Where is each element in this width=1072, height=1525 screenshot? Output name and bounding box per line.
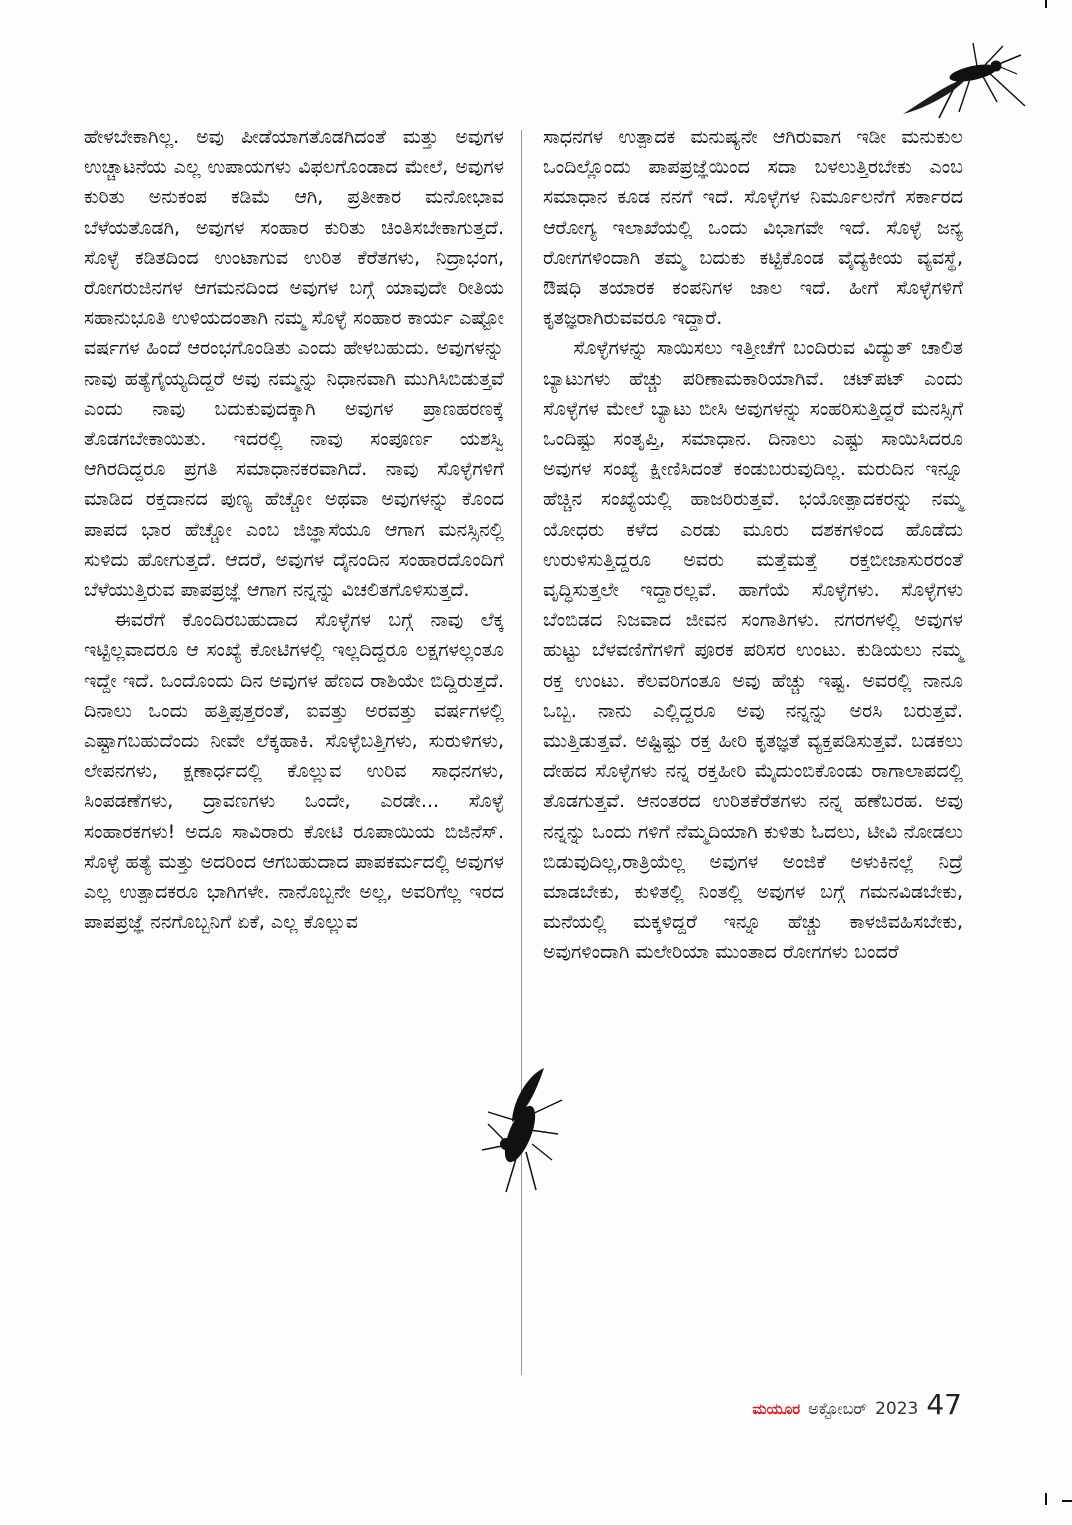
crop-mark (1045, 1493, 1047, 1505)
crop-mark (1062, 1500, 1072, 1502)
magazine-name: ಮಯೂರ (752, 1400, 801, 1418)
page-number: 47 (926, 1388, 962, 1421)
mosquito-icon (474, 1060, 584, 1195)
article-column-right (543, 122, 963, 968)
issue-month: ಅಕ್ಟೋಬರ್ (808, 1399, 868, 1418)
paragraph: ಸಾಧನಗಳ ಉತ್ಪಾದಕ ಮನುಷ್ಯನೇ ಆಗಿರುವಾಗ ಇಡೀ ಮನುಕುಲ ಒಂದಿಲ್ಲೊಂದು ಪಾಪಪ್ರಜ್ಞೆಯಿಂದ ಸದಾ ಬಳಲುತ್ತಿರಬೇಕು ಎಂಬ ಸಮಾಧಾನ ಕೂಡ ನನಗೆ ಇದೆ. ಸೊಳ್ಳೆಗಳ ನಿರ್ಮೂಲನೆಗೆ ಸರ್ಕಾರದ ಆರೋಗ್ಯ ಇಲಾಖೆಯಲ್ಲಿ ಒಂದು ವಿಭಾಗವೇ ಇದೆ. ಸೊಳ್ಳೆ ಜನ್ಯ ರೋಗಗಳಿಂದಾಗಿ ತಮ್ಮ ಬದುಕು ಕಟ್ಟಿಕೊಂಡ ವೈದ್ಯಕೀಯ ವ್ಯವಸ್ಥೆ, ಔಷಧಿ ತಯಾರಕ ಕಂಪನಿಗಳ ಜಾಲ ಇದೆ. ಹೀಗೆ ಸೊಳ್ಳೆಗಳಿಗೆ ಕೃತಜ್ಞರಾಗಿರುವವರೂ ಇದ್ದಾರೆ. (543, 126, 963, 330)
paragraph: ಈವರೆಗೆ ಕೊಂದಿರಬಹುದಾದ ಸೊಳ್ಳೆಗಳ ಬಗ್ಗೆ ನಾವು ಲೆಕ್ಕ ಇಟ್ಟಿಲ್ಲವಾದರೂ ಆ ಸಂಖ್ಯೆ ಕೋಟಿಗಳಲ್ಲಿ ಇಲ್ಲದಿದ್ದರೂ ಲಕ್ಷಗಳಲ್ಲಂತೂ ಇದ್ದೇ ಇದೆ. ಒಂದೊಂದು ದಿನ ಅವುಗಳ ಹೆಣದ ರಾಶಿಯೇ ಬಿದ್ದಿರುತ್ತದೆ. ದಿನಾಲು ಒಂದು ಹತ್ತಿಪ್ಪತ್ತರಂತೆ, ಐವತ್ತು ಅರವತ್ತು ವರ್ಷಗಳಲ್ಲಿ ಎಷ್ಟಾಗಬಹುದೆಂದು ನೀವೇ ಲೆಕ್ಕಹಾಕಿ. ಸೊಳ್ಳೆಬತ್ತಿಗಳು, ಸುರುಳಿಗಳು, ಲೇಪನಗಳು, ಕ್ಷಣಾರ್ಧದಲ್ಲಿ ಕೊಲ್ಲುವ ಉರಿವ ಸಾಧನಗಳು, ಸಿಂಪಡಣೆಗಳು, ದ್ರಾವಣಗಳು ಒಂದೇ, ಎರಡೇ... ಸೊಳ್ಳೆ ಸಂಹಾರಕಗಳು! ಅದೂ ಸಾವಿರಾರು ಕೋಟಿ ರೂಪಾಯಿಯ ಬಿಜಿನೆಸ್. ಸೊಳ್ಳೆ ಹತ್ಯೆ ಮತ್ತು ಅದರಿಂದ ಆಗಬಹುದಾದ ಪಾಪಕರ್ಮದಲ್ಲಿ ಅವುಗಳ ಎಲ್ಲ ಉತ್ಪಾದಕರೂ ಭಾಗಿಗಳೇ. ನಾನೊಬ್ಬನೇ ಅಲ್ಲ, ಅವರಿಗೆಲ್ಲ ಇರದ ಪಾಪಪ್ರಜ್ಞೆ ನನಗೊಬ್ಬನಿಗೆ ಏಕೆ, ಎಲ್ಲ ಕೊಲ್ಲುವ (84, 609, 504, 934)
paragraph: ಸೊಳ್ಳೆಗಳನ್ನು ಸಾಯಿಸಲು ಇತ್ತೀಚೆಗೆ ಬಂದಿರುವ ವಿದ್ಯುತ್ ಚಾಲಿತ ಬ್ಯಾಟುಗಳು ಹೆಚ್ಚು ಪರಿಣಾಮಕಾರಿಯಾಗಿವೆ. ಚಟ್‌ಪಟ್ ಎಂದು ಸೊಳ್ಳೆಗಳ ಮೇಲೆ ಬ್ಯಾಟು ಬೀಸಿ ಅವುಗಳನ್ನು ಸಂಹರಿಸುತ್ತಿದ್ದರೆ ಮನಸ್ಸಿಗೆ ಒಂದಿಷ್ಟು ಸಂತೃಪ್ತಿ, ಸಮಾಧಾನ. ದಿನಾಲು ಎಷ್ಟು ಸಾಯಿಸಿದರೂ ಅವುಗಳ ಸಂಖ್ಯೆ ಕ್ಷೀಣಿಸಿದಂತೆ ಕಂಡುಬರುವುದಿಲ್ಲ. ಮರುದಿನ ಇನ್ನೂ ಹೆಚ್ಚಿನ ಸಂಖ್ಯೆಯಲ್ಲಿ ಹಾಜರಿರುತ್ತವೆ. ಭಯೋತ್ಪಾದಕರನ್ನು ನಮ್ಮ ಯೋಧರು ಕಳೆದ ಎರಡು ಮೂರು ದಶಕಗಳಿಂದ ಹೊಡೆದು ಉರುಳಿಸುತ್ತಿದ್ದರೂ ಅವರು ಮತ್ತೆಮತ್ತೆ ರಕ್ತಬೀಜಾಸುರರಂತೆ ವೃದ್ಧಿಸುತ್ತಲೇ ಇದ್ದಾರಲ್ಲವೆ. ಹಾಗೆಯೆ ಸೊಳ್ಳೆಗಳು. ಸೊಳ್ಳೆಗಳು ಬೆಂಬಿಡದ ನಿಜವಾದ ಜೀವನ ಸಂಗಾತಿಗಳು. ನಗರಗಳಲ್ಲಿ ಅವುಗಳ ಹುಟ್ಟು ಬೆಳವಣಿಗೆಗಳಿಗೆ ಪೂರಕ ಪರಿಸರ ಉಂಟು. ಕುಡಿಯಲು ನಮ್ಮ ರಕ್ತ ಉಂಟು. ಕೆಲವರಿಗಂತೂ ಅವು ಹೆಚ್ಚು ಇಷ್ಟ. ಅವರಲ್ಲಿ ನಾನೂ ಒಬ್ಬ. ನಾನು ಎಲ್ಲಿದ್ದರೂ ಅವು ನನ್ನನ್ನು ಅರಸಿ ಬರುತ್ತವೆ. ಮುತ್ತಿಡುತ್ತವೆ. ಅಷ್ಟಿಷ್ಟು ರಕ್ತ ಹೀರಿ ಕೃತಜ್ಞತೆ ವ್ಯಕ್ತಪಡಿಸುತ್ತವೆ. ಬಡಕಲು ದೇಹದ ಸೊಳ್ಳೆಗಳು ನನ್ನ ರಕ್ತಹೀರಿ ಮೈದುಂಬಿಕೊಂಡು ರಾಗಾಲಾಪದಲ್ಲಿ ತೊಡಗುತ್ತವೆ. ಆನಂತರದ ಉರಿತಕೆರೆತಗಳು ನನ್ನ ಹಣೆಬರಹ. ಅವು ನನ್ನನ್ನು ಒಂದು ಗಳಿಗೆ ನೆಮ್ಮದಿಯಾಗಿ ಕುಳಿತು ಓದಲು, ಟೀವಿ ನೋಡಲು ಬಿಡುವುದಿಲ್ಲ,ರಾತ್ರಿಯೆಲ್ಲ ಅವುಗಳ ಅಂಜಿಕೆ ಅಳುಕಿನಲ್ಲೆ ನಿದ್ರೆ ಮಾಡಬೇಕು, ಕುಳಿತಲ್ಲಿ ನಿಂತಲ್ಲಿ ಅವುಗಳ ಬಗ್ಗೆ ಗಮನವಿಡಬೇಕು, ಮನೆಯಲ್ಲಿ ಮಕ್ಕಳಿದ್ದರೆ ಇನ್ನೂ ಹೆಚ್ಚು ಕಾಳಜಿವಹಿಸಬೇಕು, ಅವುಗಳಿಂದಾಗಿ ಮಲೇರಿಯಾ ಮುಂತಾದ ರೋಗಗಳು ಬಂದರೆ (543, 337, 963, 964)
paragraph: ಹೇಳಬೇಕಾಗಿಲ್ಲ. ಅವು ಪೀಡೆಯಾಗತೊಡಗಿದಂತೆ ಮತ್ತು ಅವುಗಳ ಉಚ್ಚಾಟನೆಯ ಎಲ್ಲ ಉಪಾಯಗಳು ವಿಫಲಗೊಂಡಾದ ಮೇಲೆ, ಅವುಗಳ ಕುರಿತು ಅನುಕಂಪ ಕಡಿಮೆ ಆಗಿ, ಪ್ರತೀಕಾರ ಮನೋಭಾವ ಬೆಳೆಯತೊಡಗಿ, ಅವುಗಳ ಸಂಹಾರ ಕುರಿತು ಚಿಂತಿಸಬೇಕಾಗುತ್ತದೆ. ಸೊಳ್ಳೆ ಕಡಿತದಿಂದ ಉಂಟಾಗುವ ಉರಿತ ಕೆರೆತಗಳು, ನಿದ್ರಾಭಂಗ, ರೋಗರುಜಿನಗಳ ಆಗಮನದಿಂದ ಅವುಗಳ ಬಗ್ಗೆ ಯಾವುದೇ ರೀತಿಯ ಸಹಾನುಭೂತಿ ಉಳಿಯದಂತಾಗಿ ನಮ್ಮ ಸೊಳ್ಳೆ ಸಂಹಾರ ಕಾರ್ಯ ಎಷ್ಟೋ ವರ್ಷಗಳ ಹಿಂದೆ ಆರಂಭಗೊಂಡಿತು ಎಂದು ಹೇಳಬಹುದು. ಅವುಗಳನ್ನು ನಾವು ಹತ್ಯೆಗೈಯ್ಯದಿದ್ದರೆ ಅವು ನಮ್ಮನ್ನು ನಿಧಾನವಾಗಿ ಮುಗಿಸಿಬಿಡುತ್ತವೆ ಎಂದು ನಾವು ಬದುಕುವುದಕ್ಕಾಗಿ ಅವುಗಳ ಪ್ರಾಣಹರಣಕ್ಕೆ ತೊಡಗಬೇಕಾಯಿತು. ಇದರಲ್ಲಿ ನಾವು ಸಂಪೂರ್ಣ ಯಶಸ್ವಿ ಆಗಿರದಿದ್ದರೂ ಪ್ರಗತಿ ಸಮಾಧಾನಕರವಾಗಿದೆ. ನಾವು ಸೊಳ್ಳೆಗಳಿಗೆ ಮಾಡಿದ ರಕ್ತದಾನದ ಪುಣ್ಯ ಹೆಚ್ಚೋ ಅಥವಾ ಅವುಗಳನ್ನು ಕೊಂದ ಪಾಪದ ಭಾರ ಹೆಚ್ಚೋ ಎಂಬ ಜಿಜ್ಞಾಸೆಯೂ ಆಗಾಗ ಮನಸ್ಸಿನಲ್ಲಿ ಸುಳಿದು ಹೋಗುತ್ತದೆ. ಆದರೆ, ಅವುಗಳ ದೈನಂದಿನ ಸಂಹಾರದೊಂದಿಗೆ ಬೆಳೆಯುತ್ತಿರುವ ಪಾಪಪ್ರಜ್ಞೆ ಆಗಾಗ ನನ್ನನ್ನು ವಿಚಲಿತಗೊಳಿಸುತ್ತದೆ. (84, 126, 504, 602)
article-column-left (84, 122, 504, 937)
issue-year: 2023 (875, 1399, 919, 1419)
crop-mark (1045, 0, 1047, 8)
mosquito-icon (895, 40, 1030, 120)
page-footer (752, 1388, 962, 1421)
